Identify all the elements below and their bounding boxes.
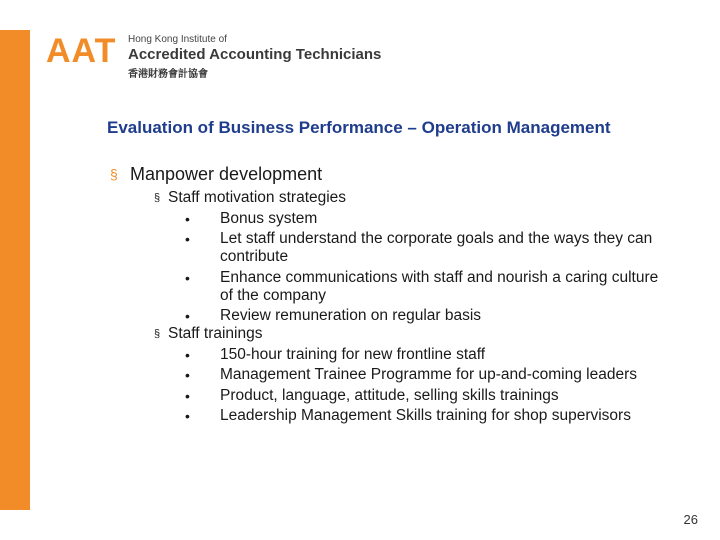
dot-bullet-icon: • bbox=[185, 308, 190, 324]
dot-bullet-icon: • bbox=[185, 387, 190, 404]
list-item-text: Product, language, attitude, selling skills trainings bbox=[220, 386, 559, 404]
list-item-text: Management Trainee Programme for up-and-coming leaders bbox=[220, 366, 637, 383]
list-item bbox=[110, 387, 670, 405]
dot-bullet-icon: • bbox=[185, 346, 190, 363]
accent-side-bar bbox=[0, 30, 30, 510]
list-item-text: Enhance communications with staff and nourish a caring culture of the company bbox=[220, 268, 659, 304]
section-heading-motivation bbox=[110, 189, 670, 207]
dot-bullet-icon: • bbox=[185, 231, 190, 247]
square-bullet-icon: § bbox=[154, 328, 161, 340]
level1-text: Manpower development bbox=[130, 164, 323, 184]
page-number: 26 bbox=[683, 512, 698, 527]
list-item bbox=[110, 346, 670, 364]
slide-body bbox=[110, 163, 670, 425]
list-item-text: Bonus system bbox=[220, 209, 318, 227]
logo-mark: AAT bbox=[46, 32, 117, 70]
square-bullet-icon: § bbox=[154, 192, 161, 204]
list-item bbox=[110, 407, 670, 425]
list-item-text: Review remuneration on regular basis bbox=[220, 307, 482, 324]
logo-line-1: Hong Kong Institute of bbox=[128, 34, 227, 45]
section-heading-trainings bbox=[110, 325, 670, 343]
section-text: Staff trainings bbox=[168, 325, 263, 342]
list-item-text: Let staff understand the corporate goals and the ways they can contribute bbox=[220, 230, 653, 265]
dot-bullet-icon: • bbox=[185, 269, 190, 286]
slide-title: Evaluation of Business Performance – Operation Management bbox=[107, 118, 611, 137]
level1-item bbox=[110, 163, 670, 185]
logo bbox=[46, 32, 382, 82]
dot-bullet-icon: • bbox=[185, 408, 190, 424]
list-item-text: Leadership Management Skills training for shop supervisors bbox=[220, 407, 631, 424]
list-item bbox=[110, 307, 670, 325]
section-text: Staff motivation strategies bbox=[168, 189, 347, 206]
list-item-text: 150-hour training for new frontline staff bbox=[220, 345, 486, 363]
list-item bbox=[110, 269, 670, 305]
dot-bullet-icon: • bbox=[185, 367, 190, 383]
dot-bullet-icon: • bbox=[185, 210, 190, 227]
logo-line-2: Accredited Accounting Technicians bbox=[128, 46, 382, 63]
list-item bbox=[110, 210, 670, 228]
square-bullet-icon: § bbox=[110, 166, 118, 182]
list-item bbox=[110, 230, 670, 266]
logo-line-3: 香港財務會計協會 bbox=[128, 69, 208, 80]
list-item bbox=[110, 366, 670, 384]
